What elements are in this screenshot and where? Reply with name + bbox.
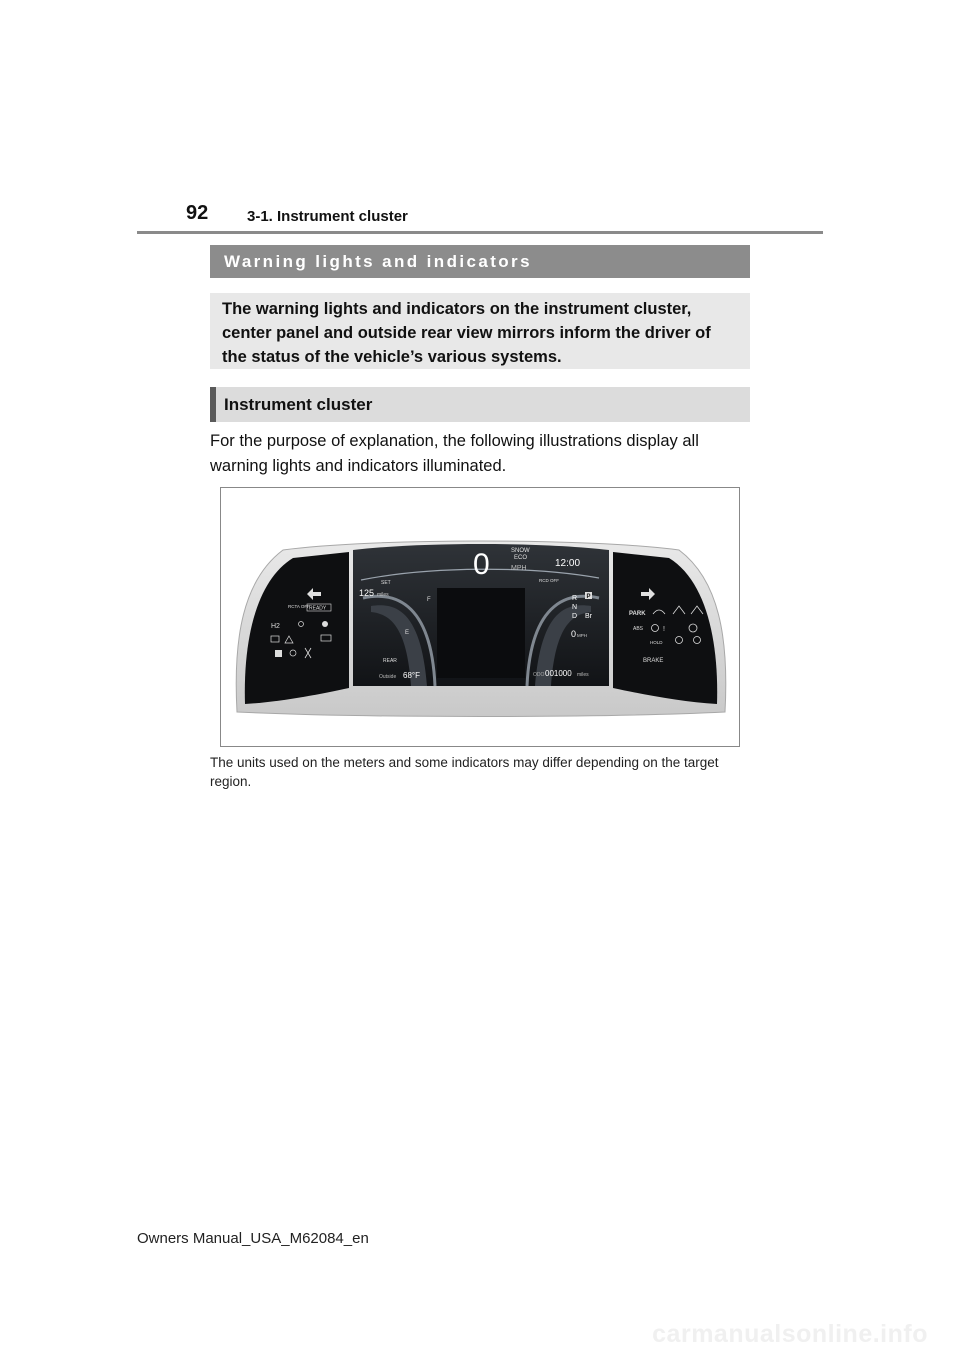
intro-box: The warning lights and indicators on the instrument cluster, center panel and outside rear view mirrors inform the driver of the status of the vehicle’s various systems.	[210, 293, 750, 369]
rcta-off-label: RCTA OFF	[288, 604, 310, 609]
rear-label: REAR	[383, 658, 397, 664]
seatbelt-icon	[275, 650, 282, 657]
page-number: 92	[186, 202, 209, 224]
mode-snow: SNOW	[511, 548, 530, 554]
fuel-empty-label: E	[405, 630, 410, 636]
right-speed-unit: MPH	[577, 633, 587, 638]
figure-note: The units used on the meters and some indicators may differ depending on the target region.	[210, 755, 719, 789]
section-heading: 3-1. Instrument cluster	[247, 208, 408, 225]
range-value: 125	[359, 588, 375, 598]
fuel-full-label: F	[427, 597, 431, 603]
outside-label: Outside	[379, 674, 397, 680]
rcd-off-label: RCD OFF	[539, 578, 559, 583]
gear-n: N	[572, 604, 578, 611]
warning-exclamation-icon: !	[663, 626, 665, 633]
header-rule	[137, 231, 823, 234]
odometer-unit: miles	[577, 672, 589, 678]
range-unit: miles	[377, 592, 389, 598]
ready-indicator: READY	[309, 605, 327, 612]
instrument-cluster-figure	[220, 487, 740, 747]
speed-unit: MPH	[511, 565, 527, 572]
gear-d: D	[572, 613, 578, 620]
watermark: carmanualsonline.info	[652, 1320, 928, 1348]
subsection-title: Instrument cluster	[210, 387, 750, 422]
footer-manual-id: Owners Manual_USA_M62084_en	[137, 1230, 369, 1247]
h2-indicator: H2	[271, 623, 280, 630]
set-label: SET	[381, 580, 391, 586]
park-indicator: PARK	[629, 611, 646, 617]
gear-br: Br	[585, 613, 592, 620]
mode-eco: ECO	[514, 555, 528, 561]
gear-p: P	[586, 594, 591, 600]
hold-indicator: HOLD	[650, 640, 663, 645]
instrument-cluster-illustration	[221, 488, 741, 748]
odometer-value: 001000	[545, 669, 572, 678]
headlight-icon	[322, 621, 328, 627]
gear-r: R	[572, 595, 578, 602]
section-title-bar: Warning lights and indicators	[210, 245, 750, 278]
body-paragraph: For the purpose of explanation, the following illustrations display all warning lights and indicators illuminated.	[210, 432, 699, 475]
outside-temperature: 68°F	[403, 671, 420, 680]
clock: 12:00	[555, 558, 581, 569]
brake-indicator: BRAKE	[643, 658, 664, 664]
speed-readout: 0	[473, 548, 490, 581]
abs-indicator: ABS	[633, 626, 644, 632]
right-speed: 0	[571, 629, 577, 639]
odometer-prefix: ODO	[533, 672, 545, 678]
